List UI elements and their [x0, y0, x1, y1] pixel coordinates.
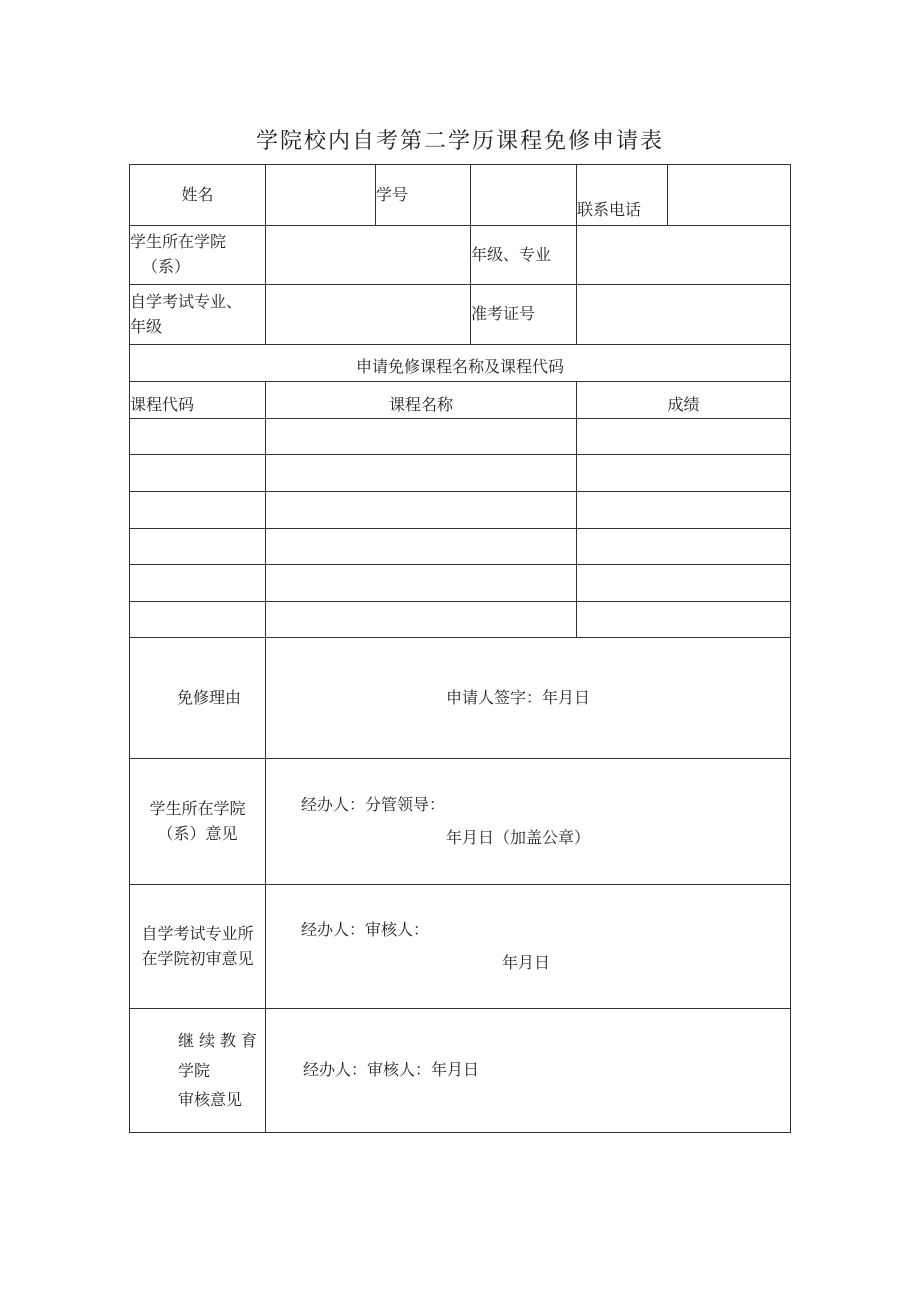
course-code-cell[interactable] [130, 419, 266, 455]
college-label-line1: 学生所在学院 [130, 232, 227, 252]
info-row-2 [130, 226, 791, 285]
self-study-label-line2: 年级 [130, 316, 163, 336]
continuing-ed-opinion-label [130, 1009, 266, 1133]
reason-row [130, 638, 791, 759]
continuing-ed-label-line3: 审核意见 [178, 1090, 243, 1110]
continuing-ed-label-line2: 学院 [178, 1060, 211, 1080]
college-opinion-date-seal: 年月日（加盖公章） [446, 827, 591, 847]
continuing-ed-label-line1: 继续教育 [178, 1031, 263, 1051]
info-row-1 [130, 165, 791, 226]
continuing-ed-signers-date: 经办人：审核人：年月日 [303, 1060, 480, 1080]
reason-label: 免修理由 [130, 638, 266, 759]
course-name-header: 课程名称 [266, 382, 577, 419]
college-opinion-signers: 经办人：分管领导： [301, 794, 446, 814]
college-label [130, 226, 266, 285]
course-code-cell[interactable] [130, 492, 266, 529]
section-header-row [130, 345, 791, 382]
score-cell[interactable] [577, 492, 791, 529]
table-row [130, 565, 791, 602]
self-study-label-line1: 自学考试专业、 [130, 291, 243, 311]
course-name-cell[interactable] [266, 602, 577, 638]
course-code-cell[interactable] [130, 455, 266, 492]
student-id-field[interactable] [471, 165, 577, 226]
score-cell[interactable] [577, 602, 791, 638]
self-study-opinion-label-line2: 在学院初审意见 [141, 948, 254, 968]
self-study-opinion-row [130, 885, 791, 1009]
college-opinion-row [130, 759, 791, 885]
self-study-opinion-label [130, 885, 266, 1009]
course-name-cell[interactable] [266, 565, 577, 602]
score-cell[interactable] [577, 565, 791, 602]
table-row [130, 455, 791, 492]
score-header: 成绩 [577, 382, 791, 419]
college-opinion-label [130, 759, 266, 885]
application-form [129, 164, 791, 1133]
self-study-label [130, 285, 266, 345]
continuing-ed-opinion-row [130, 1009, 791, 1133]
table-row [130, 529, 791, 565]
college-field[interactable] [266, 226, 471, 285]
course-code-cell[interactable] [130, 565, 266, 602]
continuing-ed-opinion-field[interactable] [266, 1009, 791, 1133]
self-study-opinion-field[interactable] [266, 885, 791, 1009]
college-opinion-label-line2: （系）意见 [157, 823, 238, 843]
college-opinion-field[interactable] [266, 759, 791, 885]
table-row [130, 492, 791, 529]
self-study-field[interactable] [266, 285, 471, 345]
college-opinion-label-line1: 学生所在学院 [149, 798, 246, 818]
score-cell[interactable] [577, 529, 791, 565]
exam-no-field[interactable] [577, 285, 791, 345]
page-title: 学院校内自考第二学历课程免修申请表 [255, 129, 664, 154]
course-name-cell[interactable] [266, 419, 577, 455]
college-label-line2: （系） [142, 257, 191, 276]
table-row [130, 419, 791, 455]
name-label: 姓名 [130, 165, 266, 226]
self-study-opinion-label-line1: 自学考试专业所 [141, 923, 254, 943]
score-cell[interactable] [577, 455, 791, 492]
section-header: 申请免修课程名称及课程代码 [130, 345, 791, 382]
score-cell[interactable] [577, 419, 791, 455]
phone-label: 联系电话 [577, 165, 668, 226]
course-name-cell[interactable] [266, 492, 577, 529]
self-study-opinion-signers: 经办人：审核人： [301, 919, 430, 939]
table-row [130, 602, 791, 638]
exam-no-label: 准考证号 [471, 285, 577, 345]
course-code-cell[interactable] [130, 602, 266, 638]
course-code-cell[interactable] [130, 529, 266, 565]
applicant-signature: 申请人签字：年月日 [446, 687, 591, 707]
student-id-label: 学号 [376, 165, 471, 226]
phone-field[interactable] [668, 165, 791, 226]
course-code-header: 课程代码 [130, 382, 266, 419]
self-study-opinion-date: 年月日 [502, 952, 551, 972]
info-row-3 [130, 285, 791, 345]
grade-major-field[interactable] [577, 226, 791, 285]
name-field[interactable] [266, 165, 376, 226]
course-header-row [130, 382, 791, 419]
grade-major-label: 年级、专业 [471, 226, 577, 285]
reason-field[interactable] [266, 638, 791, 759]
course-name-cell[interactable] [266, 455, 577, 492]
course-name-cell[interactable] [266, 529, 577, 565]
